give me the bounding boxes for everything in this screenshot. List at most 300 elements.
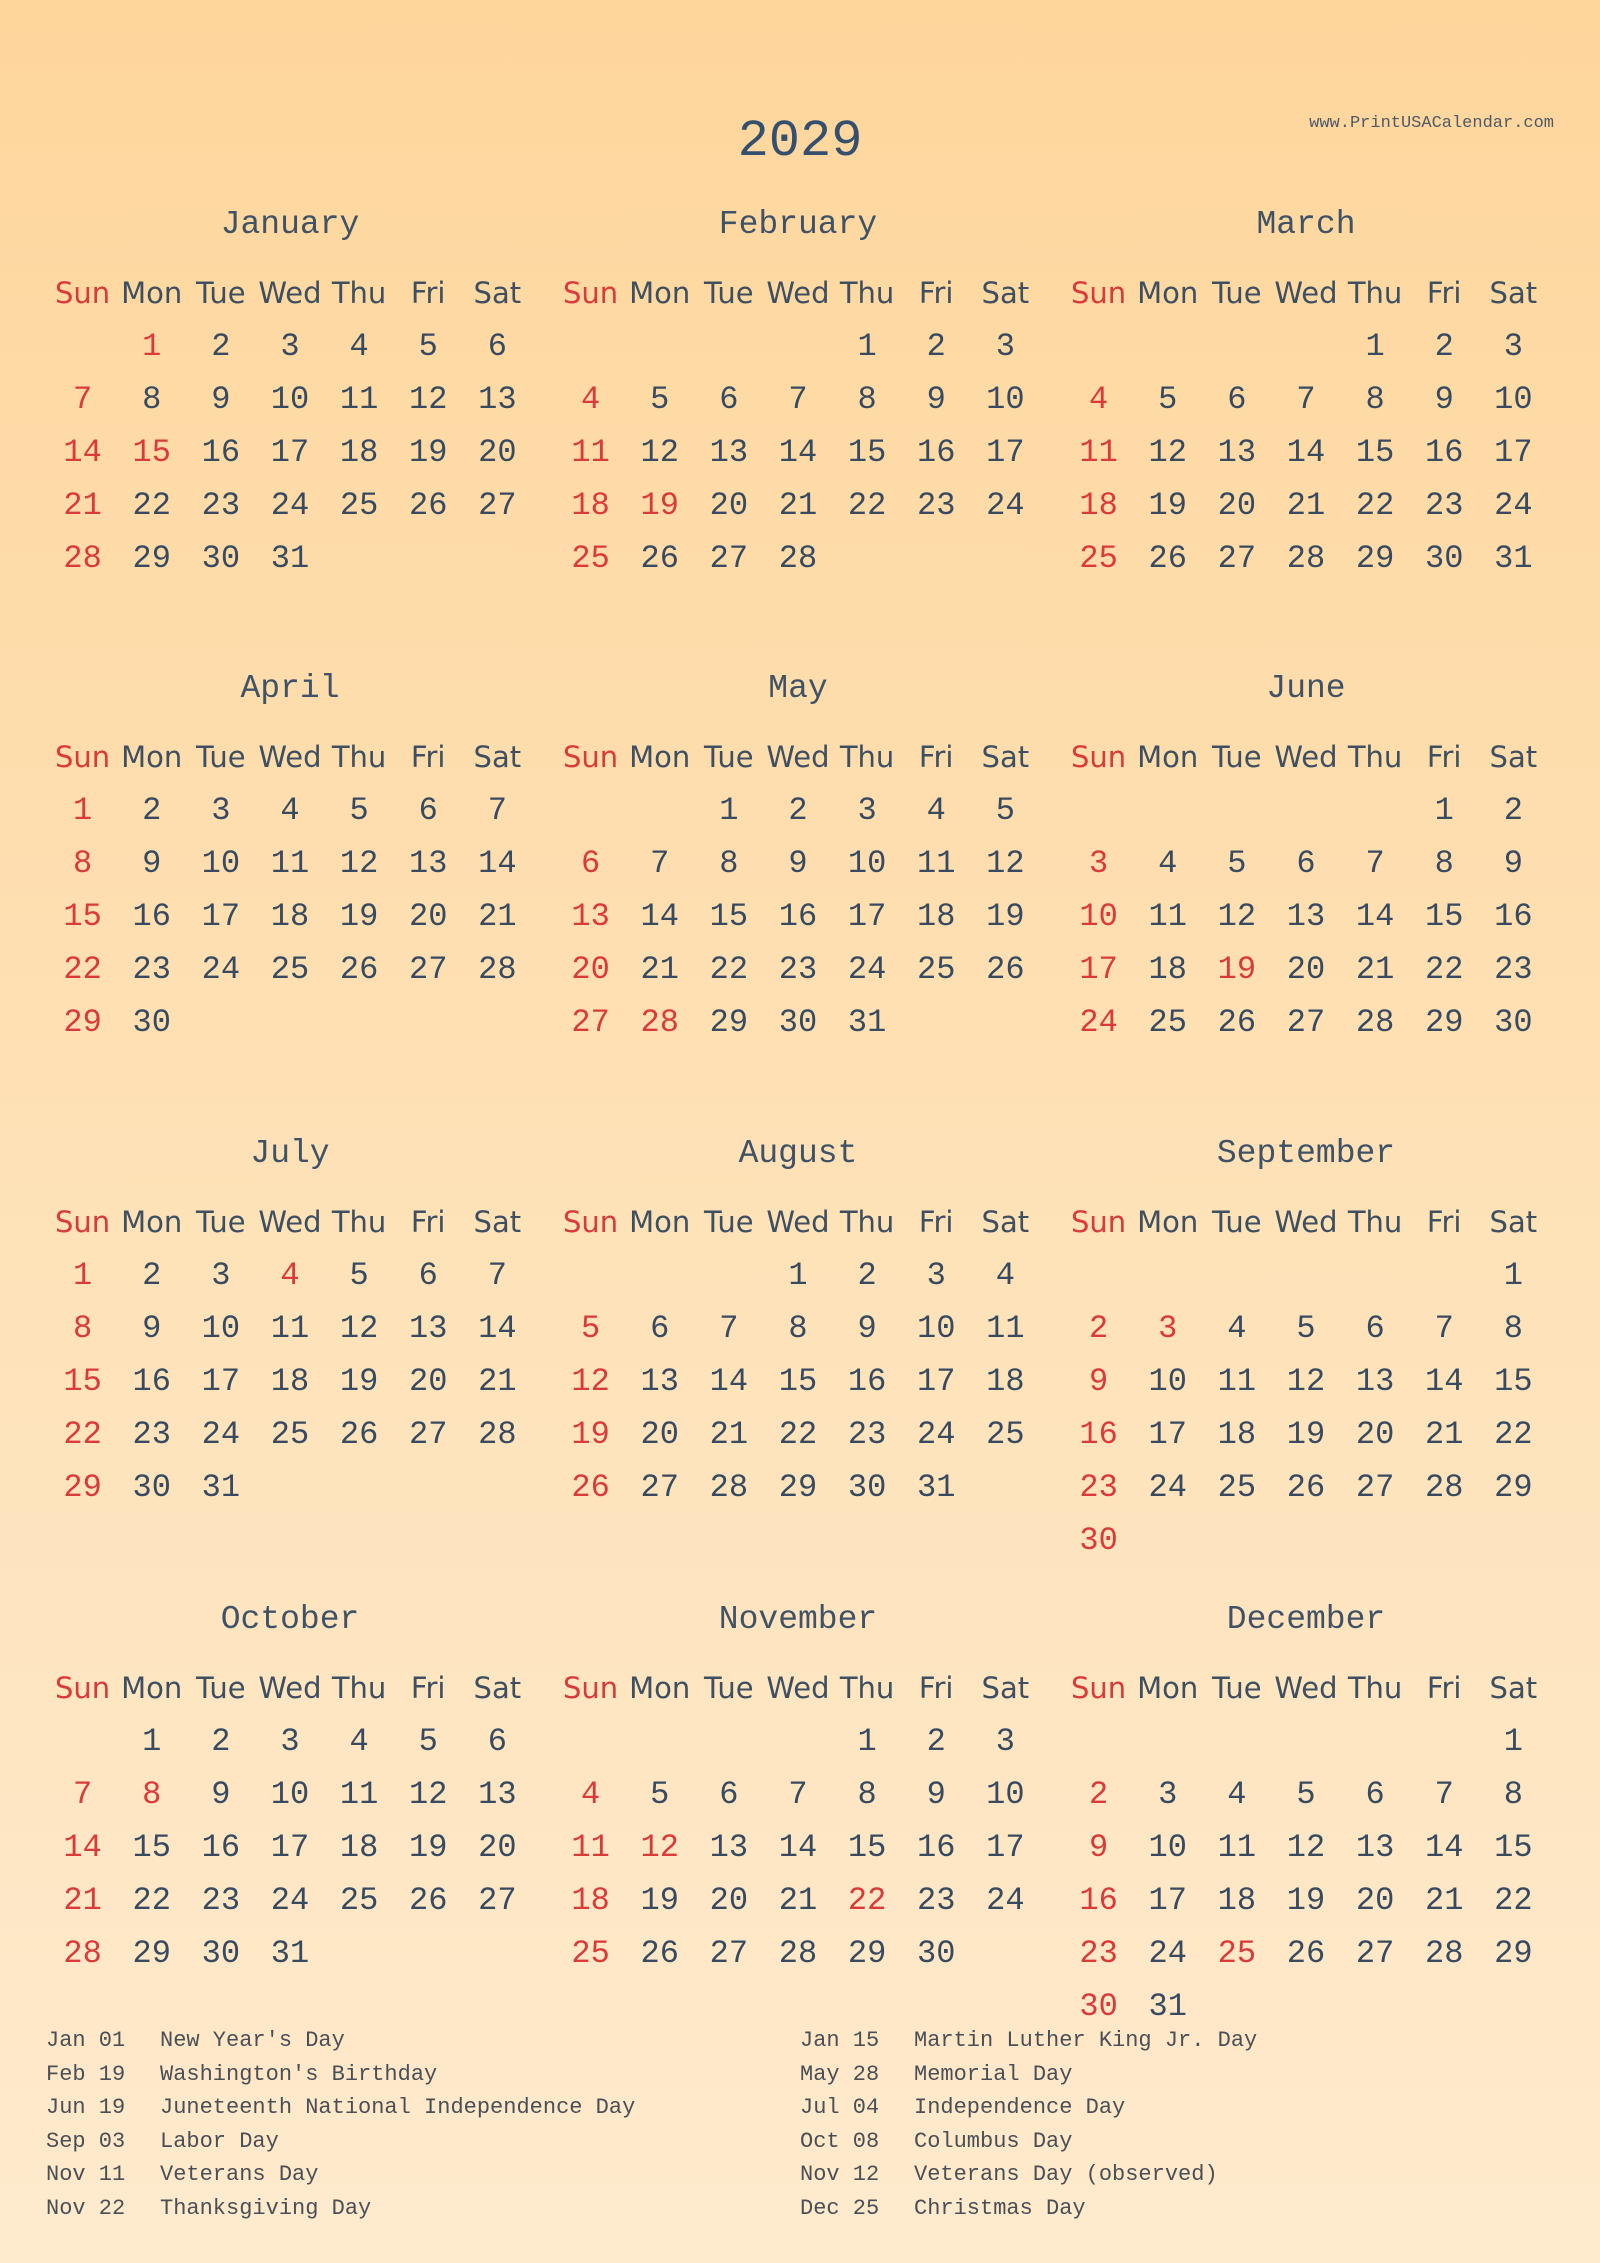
month-grid — [556, 1662, 1040, 1980]
day-cell: 17 — [986, 1829, 1025, 1866]
day-cell: 4 — [580, 1776, 601, 1813]
day-cell: 5 — [1158, 381, 1178, 418]
day-cell: 9 — [142, 845, 162, 882]
month-grid — [48, 267, 532, 585]
day-cell: 25 — [1217, 1469, 1257, 1506]
weekday-header: Sun — [54, 1205, 111, 1239]
day-cell: 29 — [1494, 1469, 1533, 1506]
weekday-header: Wed — [766, 1205, 830, 1239]
weekday-header: Fri — [918, 1671, 954, 1705]
day-cell: 23 — [1079, 1935, 1118, 1972]
day-cell: 14 — [1286, 434, 1326, 471]
day-cell: 23 — [132, 1416, 171, 1453]
day-cell: 8 — [1503, 1776, 1523, 1813]
day-cell: 29 — [1424, 1004, 1464, 1041]
day-cell: 15 — [132, 1829, 171, 1866]
day-cell: 11 — [986, 1310, 1025, 1347]
day-cell: 21 — [478, 1363, 517, 1400]
day-cell: 15 — [132, 434, 171, 471]
day-cell: 17 — [270, 434, 310, 471]
weekday-header: Sun — [1070, 1671, 1127, 1705]
day-cell: 21 — [1355, 951, 1395, 988]
day-cell: 13 — [1217, 434, 1257, 471]
holiday-name: New Year's Day — [160, 2028, 345, 2053]
weekday-header: Thu — [839, 276, 895, 310]
day-cell: 5 — [995, 792, 1015, 829]
empty-cell — [763, 1715, 832, 1768]
day-cell: 5 — [418, 1723, 438, 1760]
day-cell: 28 — [1424, 1935, 1464, 1972]
day-cell: 13 — [640, 1363, 679, 1400]
empty-cell — [763, 320, 832, 373]
weekday-header: Sun — [54, 740, 111, 774]
day-cell: 11 — [339, 381, 379, 418]
day-cell: 2 — [788, 792, 808, 829]
empty-cell — [1064, 784, 1133, 837]
empty-cell — [1271, 1715, 1340, 1768]
day-cell: 30 — [916, 1935, 956, 1972]
day-cell: 10 — [201, 845, 241, 882]
weekday-header: Mon — [629, 1205, 691, 1239]
holiday-date: Nov 22 — [46, 2195, 126, 2221]
day-cell: 10 — [1148, 1363, 1187, 1400]
weekday-header: Sun — [562, 1671, 619, 1705]
day-cell: 21 — [709, 1416, 749, 1453]
day-cell: 17 — [1079, 951, 1118, 988]
month-february — [556, 205, 1040, 585]
day-cell: 18 — [986, 1363, 1025, 1400]
weekday-header: Sat — [981, 1671, 1030, 1705]
day-cell: 15 — [63, 898, 102, 935]
day-cell: 15 — [1494, 1363, 1533, 1400]
month-july — [48, 1134, 532, 1514]
weekday-header: Wed — [1274, 276, 1338, 310]
weekday-header: Wed — [258, 1671, 322, 1705]
holiday-entry — [800, 2158, 1554, 2192]
weekday-header: Sun — [1070, 740, 1127, 774]
day-cell: 30 — [847, 1469, 887, 1506]
day-cell: 14 — [640, 898, 679, 935]
day-cell: 15 — [1355, 434, 1395, 471]
day-cell: 14 — [709, 1363, 749, 1400]
day-cell: 14 — [1355, 898, 1395, 935]
empty-cell — [625, 784, 694, 837]
holiday-name: Columbus Day — [914, 2128, 1073, 2154]
day-cell: 30 — [201, 540, 241, 577]
weekday-header: Tue — [704, 1671, 754, 1705]
month-october — [48, 1600, 532, 1980]
day-cell: 22 — [709, 951, 749, 988]
day-cell: 9 — [1503, 845, 1523, 882]
weekday-header: Fri — [1426, 740, 1462, 774]
weekday-header: Fri — [410, 276, 446, 310]
holiday-entry — [46, 2024, 800, 2058]
month-title: July — [250, 1135, 330, 1172]
day-cell: 14 — [778, 1829, 818, 1866]
day-cell: 18 — [916, 898, 956, 935]
empty-cell — [1202, 1715, 1271, 1768]
day-cell: 7 — [487, 792, 507, 829]
day-cell: 13 — [478, 381, 517, 418]
day-cell: 10 — [201, 1310, 241, 1347]
day-cell: 8 — [857, 381, 877, 418]
day-cell: 6 — [418, 792, 438, 829]
day-cell: 17 — [201, 898, 241, 935]
day-cell: 19 — [640, 1882, 679, 1919]
empty-cell — [1410, 1715, 1479, 1768]
weekday-header: Wed — [1274, 1671, 1338, 1705]
day-cell: 10 — [1079, 898, 1118, 935]
day-cell: 13 — [1355, 1363, 1395, 1400]
day-cell: 1 — [1434, 792, 1454, 829]
weekday-header: Thu — [331, 1671, 387, 1705]
weekday-header: Thu — [331, 276, 387, 310]
holiday-column-right — [800, 2024, 1554, 2225]
day-cell: 27 — [1217, 540, 1257, 577]
day-cell: 3 — [1503, 328, 1523, 365]
day-cell: 20 — [1355, 1882, 1395, 1919]
day-cell: 22 — [63, 1416, 102, 1453]
day-cell: 5 — [650, 1776, 670, 1813]
holiday-date: Jan 15 — [800, 2028, 880, 2053]
weekday-header: Sat — [473, 740, 522, 774]
day-cell: 26 — [408, 1882, 448, 1919]
day-cell: 8 — [72, 1310, 93, 1347]
weekday-header: Tue — [1212, 276, 1262, 310]
weekday-header: Mon — [121, 1205, 183, 1239]
day-cell: 13 — [408, 1310, 448, 1347]
weekday-header: Wed — [258, 740, 322, 774]
day-cell: 24 — [201, 1416, 241, 1453]
day-cell: 11 — [571, 1829, 610, 1866]
day-cell: 30 — [1424, 540, 1464, 577]
day-cell: 24 — [1148, 1935, 1187, 1972]
day-cell: 1 — [857, 328, 877, 365]
holiday-entry — [800, 2192, 1554, 2226]
day-cell: 11 — [1217, 1363, 1257, 1400]
day-cell: 4 — [280, 1257, 300, 1294]
day-cell: 22 — [1494, 1416, 1533, 1453]
day-cell: 4 — [349, 1723, 369, 1760]
day-cell: 6 — [418, 1257, 438, 1294]
month-grid — [1064, 1662, 1548, 2033]
day-cell: 13 — [408, 845, 448, 882]
month-december — [1064, 1600, 1548, 2033]
empty-cell — [556, 1715, 625, 1768]
day-cell: 5 — [1227, 845, 1247, 882]
day-cell: 23 — [201, 487, 241, 524]
day-cell: 22 — [63, 951, 102, 988]
day-cell: 6 — [1365, 1776, 1385, 1813]
day-cell: 18 — [339, 1829, 379, 1866]
day-cell: 9 — [1088, 1363, 1109, 1400]
day-cell: 21 — [478, 898, 517, 935]
day-cell: 31 — [270, 1935, 310, 1972]
day-cell: 4 — [349, 328, 369, 365]
day-cell: 3 — [1158, 1776, 1178, 1813]
weekday-header: Mon — [1137, 740, 1199, 774]
day-cell: 24 — [270, 487, 310, 524]
month-title: February — [718, 206, 878, 243]
day-cell: 13 — [478, 1776, 517, 1813]
empty-cell — [1064, 1249, 1133, 1302]
day-cell: 26 — [1148, 540, 1187, 577]
day-cell: 2 — [211, 1723, 231, 1760]
holiday-entry — [46, 2158, 800, 2192]
holiday-date: Feb 19 — [46, 2061, 126, 2087]
weekday-header: Thu — [1347, 1671, 1403, 1705]
holiday-date: Nov 11 — [46, 2162, 126, 2187]
weekday-header: Fri — [1426, 276, 1462, 310]
day-cell: 22 — [1355, 487, 1395, 524]
day-cell: 4 — [1227, 1776, 1247, 1813]
day-cell: 11 — [916, 845, 956, 882]
day-cell: 18 — [339, 434, 379, 471]
weekday-header: Mon — [629, 1671, 691, 1705]
day-cell: 12 — [640, 1829, 679, 1866]
day-cell: 10 — [986, 1776, 1025, 1813]
empty-cell — [694, 1249, 763, 1302]
day-cell: 28 — [640, 1004, 679, 1041]
day-cell: 10 — [986, 381, 1025, 418]
weekday-header: Thu — [1347, 740, 1403, 774]
weekday-header: Mon — [1137, 1671, 1199, 1705]
empty-cell — [556, 784, 625, 837]
day-cell: 26 — [1286, 1935, 1326, 1972]
empty-cell — [1341, 1249, 1410, 1302]
day-cell: 20 — [1217, 487, 1257, 524]
weekday-header: Wed — [1274, 1205, 1338, 1239]
weekday-header: Sun — [562, 276, 619, 310]
weekday-header: Fri — [918, 740, 954, 774]
day-cell: 4 — [926, 792, 946, 829]
day-cell: 1 — [72, 1257, 93, 1294]
day-cell: 6 — [1227, 381, 1247, 418]
day-cell: 31 — [1494, 540, 1533, 577]
day-cell: 1 — [72, 792, 93, 829]
day-cell: 22 — [1424, 951, 1464, 988]
day-cell: 7 — [788, 1776, 808, 1813]
day-cell: 9 — [1434, 381, 1454, 418]
day-cell: 26 — [640, 540, 679, 577]
holiday-name: Veterans Day (observed) — [914, 2162, 1218, 2187]
weekday-header: Sat — [981, 740, 1030, 774]
month-title: December — [1226, 1601, 1386, 1638]
month-august — [556, 1134, 1040, 1514]
month-title: September — [1216, 1135, 1396, 1172]
day-cell: 16 — [1079, 1882, 1118, 1919]
day-cell: 21 — [778, 1882, 818, 1919]
day-cell: 17 — [1148, 1416, 1187, 1453]
weekday-header: Sun — [1070, 1205, 1127, 1239]
day-cell: 6 — [580, 845, 601, 882]
holiday-date: Nov 12 — [800, 2162, 880, 2187]
empty-cell — [625, 320, 694, 373]
holiday-name: Memorial Day — [914, 2061, 1073, 2087]
day-cell: 24 — [270, 1882, 310, 1919]
day-cell: 2 — [142, 792, 162, 829]
day-cell: 31 — [916, 1469, 956, 1506]
day-cell: 22 — [847, 487, 887, 524]
day-cell: 19 — [1286, 1882, 1326, 1919]
day-cell: 8 — [1503, 1310, 1523, 1347]
day-cell: 11 — [1148, 898, 1187, 935]
holiday-entry — [800, 2058, 1554, 2092]
weekday-header: Thu — [1347, 276, 1403, 310]
month-title: January — [220, 206, 360, 243]
day-cell: 21 — [1424, 1882, 1464, 1919]
day-cell: 27 — [1355, 1469, 1395, 1506]
day-cell: 7 — [487, 1257, 507, 1294]
holiday-date: Jul 04 — [800, 2095, 880, 2120]
day-cell: 6 — [1365, 1310, 1385, 1347]
day-cell: 14 — [1424, 1363, 1464, 1400]
day-cell: 28 — [709, 1469, 749, 1506]
empty-cell — [625, 1249, 694, 1302]
day-cell: 23 — [778, 951, 818, 988]
day-cell: 5 — [349, 1257, 369, 1294]
day-cell: 4 — [580, 381, 601, 418]
day-cell: 3 — [995, 328, 1015, 365]
weekday-header: Tue — [196, 1205, 246, 1239]
weekday-header: Sat — [473, 1205, 522, 1239]
holiday-column-left — [46, 2024, 800, 2225]
day-cell: 17 — [1494, 434, 1533, 471]
day-cell: 26 — [1286, 1469, 1326, 1506]
weekday-header: Mon — [1137, 276, 1199, 310]
weekday-header: Tue — [196, 740, 246, 774]
day-cell: 1 — [142, 1723, 162, 1760]
year-title: 2029 — [737, 112, 863, 171]
day-cell: 4 — [995, 1257, 1015, 1294]
weekday-header: Wed — [1274, 740, 1338, 774]
day-cell: 3 — [211, 792, 231, 829]
day-cell: 13 — [571, 898, 610, 935]
day-cell: 10 — [270, 381, 310, 418]
weekday-header: Thu — [839, 740, 895, 774]
day-cell: 15 — [709, 898, 749, 935]
month-title: November — [718, 1601, 878, 1638]
day-cell: 12 — [1217, 898, 1257, 935]
holiday-entry — [46, 2091, 800, 2125]
day-cell: 27 — [478, 487, 517, 524]
weekday-header: Tue — [1212, 1671, 1262, 1705]
day-cell: 7 — [1434, 1776, 1454, 1813]
month-april — [48, 669, 532, 1049]
day-cell: 17 — [916, 1363, 956, 1400]
empty-cell — [1133, 784, 1202, 837]
weekday-header: Sat — [1489, 1671, 1538, 1705]
weekday-header: Wed — [766, 276, 830, 310]
day-cell: 7 — [1434, 1310, 1454, 1347]
month-grid — [556, 1196, 1040, 1514]
holiday-date: May 28 — [800, 2061, 880, 2087]
day-cell: 27 — [709, 1935, 749, 1972]
day-cell: 29 — [709, 1004, 749, 1041]
day-cell: 12 — [339, 845, 379, 882]
day-cell: 20 — [709, 1882, 749, 1919]
day-cell: 27 — [640, 1469, 679, 1506]
day-cell: 16 — [1494, 898, 1533, 935]
day-cell: 27 — [408, 1416, 448, 1453]
weekday-header: Wed — [766, 740, 830, 774]
month-title: May — [768, 670, 828, 707]
day-cell: 9 — [142, 1310, 162, 1347]
day-cell: 27 — [1355, 1935, 1395, 1972]
weekday-header: Mon — [121, 740, 183, 774]
empty-cell — [556, 1249, 625, 1302]
holiday-name: Christmas Day — [914, 2195, 1086, 2221]
day-cell: 11 — [270, 1310, 310, 1347]
holiday-date: Sep 03 — [46, 2128, 126, 2154]
weekday-header: Wed — [766, 1671, 830, 1705]
day-cell: 9 — [788, 845, 808, 882]
day-cell: 19 — [640, 487, 679, 524]
day-cell: 9 — [926, 381, 946, 418]
day-cell: 8 — [1434, 845, 1454, 882]
day-cell: 2 — [1503, 792, 1523, 829]
holiday-name: Martin Luther King Jr. Day — [914, 2028, 1258, 2053]
day-cell: 20 — [408, 898, 448, 935]
month-grid — [1064, 1196, 1548, 1567]
day-cell: 7 — [650, 845, 670, 882]
empty-cell — [1341, 784, 1410, 837]
day-cell: 13 — [1286, 898, 1326, 935]
day-cell: 10 — [1148, 1829, 1187, 1866]
day-cell: 20 — [1286, 951, 1326, 988]
weekday-header: Thu — [331, 1205, 387, 1239]
holiday-name: Labor Day — [160, 2128, 279, 2154]
day-cell: 16 — [1424, 434, 1464, 471]
holiday-entry — [800, 2125, 1554, 2159]
day-cell: 12 — [408, 1776, 448, 1813]
day-cell: 1 — [142, 328, 162, 365]
day-cell: 5 — [1296, 1310, 1316, 1347]
day-cell: 27 — [408, 951, 448, 988]
day-cell: 15 — [1424, 898, 1464, 935]
holiday-name: Washington's Birthday — [160, 2061, 438, 2087]
weekday-header: Fri — [410, 1671, 446, 1705]
day-cell: 14 — [478, 1310, 517, 1347]
weekday-header: Fri — [410, 740, 446, 774]
weekday-header: Tue — [704, 1205, 754, 1239]
month-may — [556, 669, 1040, 1049]
day-cell: 19 — [571, 1416, 610, 1453]
day-cell: 18 — [571, 1882, 610, 1919]
day-cell: 15 — [1494, 1829, 1533, 1866]
day-cell: 21 — [640, 951, 679, 988]
day-cell: 21 — [778, 487, 818, 524]
day-cell: 12 — [986, 845, 1025, 882]
day-cell: 9 — [211, 1776, 231, 1813]
day-cell: 30 — [1494, 1004, 1533, 1041]
weekday-header: Sat — [473, 276, 522, 310]
empty-cell — [1271, 320, 1340, 373]
month-september — [1064, 1134, 1548, 1567]
weekday-header: Thu — [331, 740, 387, 774]
day-cell: 10 — [847, 845, 887, 882]
day-cell: 29 — [1494, 1935, 1533, 1972]
day-cell: 22 — [132, 1882, 171, 1919]
day-cell: 12 — [1286, 1829, 1326, 1866]
day-cell: 19 — [1286, 1416, 1326, 1453]
day-cell: 16 — [201, 1829, 241, 1866]
weekday-header: Mon — [629, 740, 691, 774]
day-cell: 7 — [1365, 845, 1385, 882]
day-cell: 30 — [201, 1935, 241, 1972]
month-title: June — [1266, 670, 1346, 707]
weekday-header: Sat — [981, 1205, 1030, 1239]
